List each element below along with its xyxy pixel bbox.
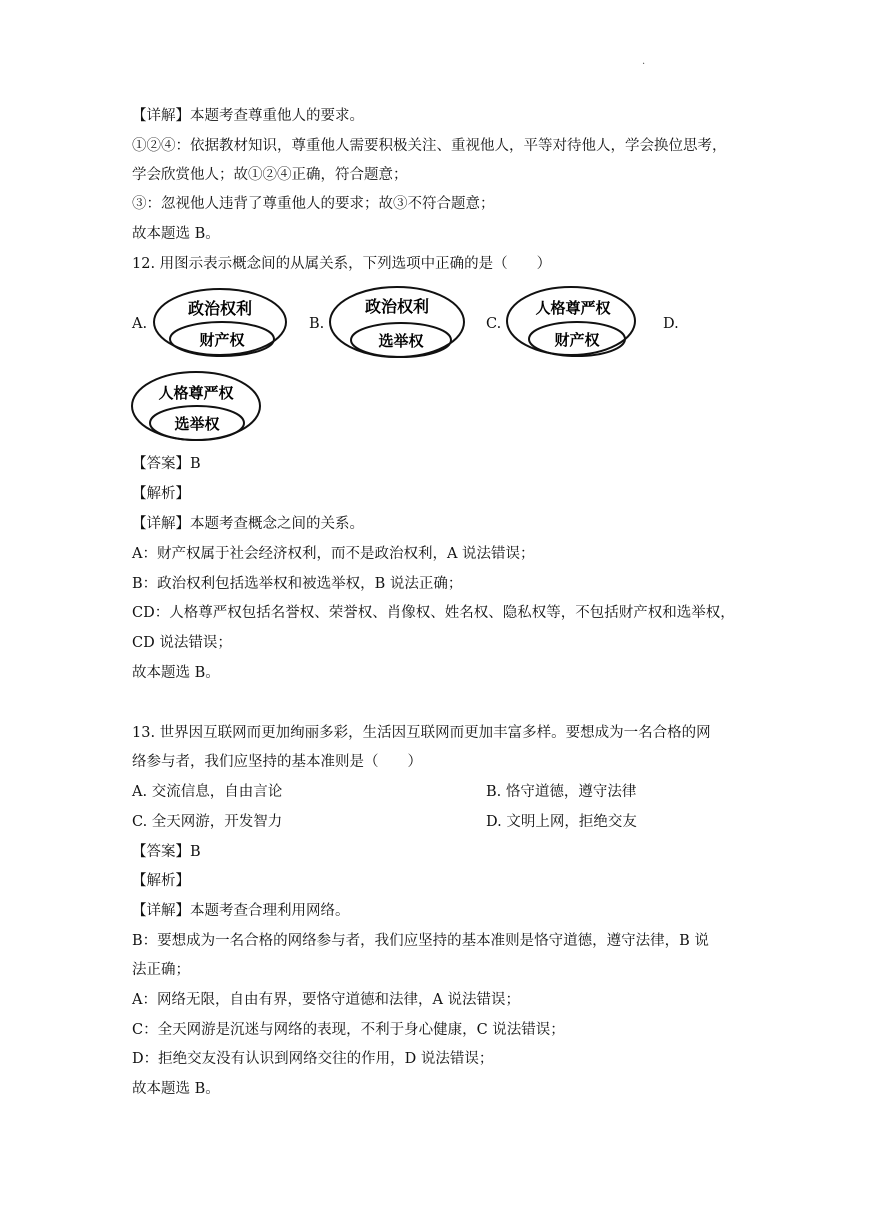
q13-choice-c: C. 全天网游，开发智力 <box>132 814 283 830</box>
q13-choice-b: B. 恪守道德，遵守法律 <box>486 784 637 800</box>
q13-choice-a: A. 交流信息，自由言论 <box>132 784 283 800</box>
prev-paragraph-1-line-1: ①②④：依据教材知识，尊重他人需要积极关注、重视他人，平等对待他人，学会换位思考， <box>132 138 727 154</box>
q13-explanation-c: C：全天网游是沉迷与网络的表现，不利于身心健康，C 说法错误； <box>132 1022 565 1038</box>
q12-option-c-diagram <box>503 284 639 360</box>
q12-option-b-diagram <box>326 284 468 362</box>
q13-answer: 【答案】B <box>132 844 201 860</box>
q12-detail: 【详解】本题考查概念之间的关系。 <box>132 516 364 532</box>
q13-explanation-b-line-2: 法正确； <box>132 962 190 978</box>
q12-option-c-letter: C. <box>486 316 502 332</box>
q12-option-c-outer-label: 人格尊严权 <box>535 299 611 317</box>
q12-option-d-outer-label: 人格尊严权 <box>158 384 234 402</box>
prev-paragraph-2: ③：忽视他人违背了尊重他人的要求；故③不符合题意； <box>132 196 495 212</box>
q12-option-b-letter: B. <box>309 316 325 332</box>
q13-explanation-b-line-1: B：要想成为一名合格的网络参与者，我们应坚持的基本准则是恪守道德，遵守法律，B 说 <box>132 933 709 949</box>
q12-option-a-inner-label: 财产权 <box>199 331 245 349</box>
q13-choice-d: D. 文明上网，拒绝交友 <box>486 814 637 830</box>
q13-stem-line-2: 络参与者，我们应坚持的基本准则是（ ） <box>132 754 422 770</box>
header-mark: . <box>642 56 646 67</box>
q12-explanation-cd-line-2: CD 说法错误； <box>132 635 232 651</box>
q12-option-a-diagram <box>150 286 290 360</box>
q13-explanation-a: A：网络无限，自由有界，要恪守道德和法律，A 说法错误； <box>132 992 521 1008</box>
q12-option-a-letter: A. <box>132 316 148 332</box>
q13-detail: 【详解】本题考查合理利用网络。 <box>132 903 350 919</box>
q12-option-d-diagram <box>128 368 264 444</box>
q13-explanation-d: D：拒绝交友没有认识到网络交往的作用，D 说法错误； <box>132 1051 494 1067</box>
q12-analysis: 【解析】 <box>132 486 190 502</box>
q12-answer: 【答案】B <box>132 456 201 472</box>
q12-option-d-inner-label: 选举权 <box>174 415 220 433</box>
q13-conclusion: 故本题选 B。 <box>132 1081 220 1097</box>
q12-explanation-cd-line-1: CD：人格尊严权包括名誉权、荣誉权、肖像权、姓名权、隐私权等，不包括财产权和选举权， <box>132 605 735 621</box>
q12-option-b-outer-label: 政治权利 <box>364 297 430 316</box>
q12-stem: 12. 用图示表示概念间的从属关系，下列选项中正确的是（ ） <box>132 256 552 272</box>
q12-conclusion: 故本题选 B。 <box>132 665 220 681</box>
q13-analysis: 【解析】 <box>132 873 190 889</box>
q12-option-c-inner-label: 财产权 <box>554 331 600 349</box>
prev-detail: 【详解】本题考查尊重他人的要求。 <box>132 108 364 124</box>
prev-conclusion: 故本题选 B。 <box>132 226 220 242</box>
q12-option-d-letter: D. <box>663 316 679 332</box>
q12-option-a-outer-label: 政治权利 <box>187 299 253 318</box>
q12-explanation-b: B：政治权利包括选举权和被选举权，B 说法正确； <box>132 576 463 592</box>
prev-paragraph-1-line-2: 学会欣赏他人；故①②④正确，符合题意； <box>132 167 408 183</box>
q12-option-b-inner-label: 选举权 <box>378 332 424 350</box>
q13-stem-line-1: 13. 世界因互联网而更加绚丽多彩，生活因互联网而更加丰富多样。要想成为一名合格的网 <box>132 725 711 741</box>
q12-explanation-a: A：财产权属于社会经济权利，而不是政治权利，A 说法错误； <box>132 546 535 562</box>
